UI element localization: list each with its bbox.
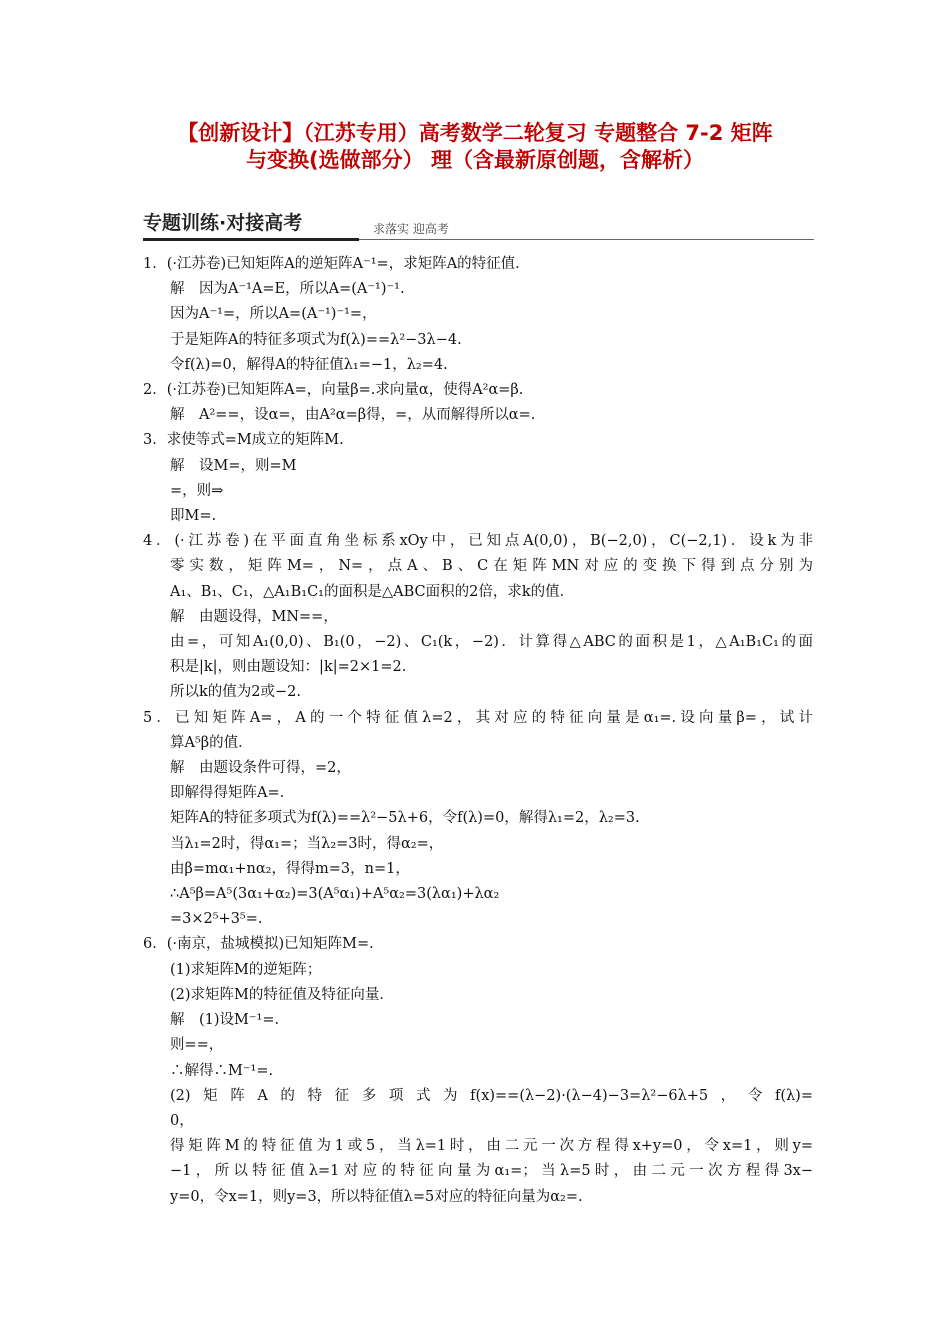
text-line: 得矩阵M的特征值为1或5，当λ=1时，由二元一次方程得x+y=0，令x=1，则y= bbox=[170, 1138, 813, 1155]
text-line: 矩阵A的特征多项式为f(λ)==λ²−5λ+6，令f(λ)=0，解得λ₁=2，λ₂=3. bbox=[170, 810, 640, 827]
text-line: 所以k的值为2或−2. bbox=[170, 684, 301, 701]
text-line: 解 (1)设M⁻¹=. bbox=[170, 1012, 280, 1029]
text-line: 解 因为A⁻¹A=E，所以A=(A⁻¹)⁻¹. bbox=[170, 281, 405, 298]
text-line: 4．(·江苏卷)在平面直角坐标系xOy中，已知点A(0,0)，B(−2,0)，C(−2,1)．设k为非 bbox=[143, 533, 813, 550]
banner-subheading: 求落实 迎高考 bbox=[373, 222, 449, 236]
text-line: 解 由题设条件可得，=2， bbox=[170, 760, 351, 777]
text-line: 即解得得矩阵A=. bbox=[170, 785, 285, 802]
banner-underline-thin bbox=[359, 239, 814, 240]
text-line: 解 设M=，则=M bbox=[170, 457, 297, 474]
text-line: 3．求使等式=M成立的矩阵M. bbox=[143, 432, 344, 449]
text-line: =，则⇒ bbox=[170, 482, 224, 499]
text-line: (2)求矩阵M的特征值及特征向量． bbox=[170, 986, 394, 1003]
document-title bbox=[110, 120, 840, 174]
text-line: y=0，令x=1，则y=3，所以特征值λ=5对应的特征向量为α₂=. bbox=[170, 1188, 583, 1205]
text-line: 6．(·南京，盐城模拟)已知矩阵M=. bbox=[143, 936, 374, 953]
text-line: 于是矩阵A的特征多项式为f(λ)==λ²−3λ−4. bbox=[170, 331, 462, 348]
text-line: 由β=mα₁+nα₂，得得m=3，n=1， bbox=[170, 860, 410, 877]
title-line-1: 【创新设计】（江苏专用）高考数学二轮复习 专题整合 7-2 矩阵 bbox=[177, 121, 773, 145]
text-line: 解 A²==，设α=，由A²α=β得，=，从而解得所以α=. bbox=[170, 407, 536, 424]
text-line: 积是|k|，则由题设知：|k|=2×1=2. bbox=[170, 659, 407, 676]
text-line: 零实数，矩阵M=，N=，点A、B、C在矩阵MN对应的变换下得到点分别为 bbox=[170, 558, 813, 575]
text-line: 则==， bbox=[170, 1037, 224, 1054]
text-line: 2．(·江苏卷)已知矩阵A=，向量β=.求向量α，使得A²α=β. bbox=[143, 382, 524, 399]
text-line: 即M=. bbox=[170, 508, 217, 525]
banner-heading: 专题训练·对接高考 bbox=[143, 212, 303, 234]
banner-underline-thick bbox=[143, 238, 359, 241]
text-line: 当λ₁=2时，得α₁=；当λ₂=3时，得α₂=， bbox=[170, 835, 444, 852]
title-line-2: 与变换(选做部分） 理（含最新原创题，含解析） bbox=[246, 148, 704, 172]
text-line: 由=，可知A₁(0,0)、B₁(0，−2)、C₁(k，−2)．计算得△ABC的面积是1，△A₁B₁C₁的面 bbox=[170, 634, 813, 651]
exercise-content bbox=[143, 252, 813, 1210]
text-line: 5．已知矩阵A=，A的一个特征值λ=2，其对应的特征向量是α₁=.设向量β=，试计 bbox=[143, 709, 813, 726]
text-line: =3×2⁵+3⁵=. bbox=[170, 911, 263, 928]
text-line: 令f(λ)=0，解得A的特征值λ₁=−1，λ₂=4. bbox=[170, 356, 448, 373]
text-line: (2)矩阵A的特征多项式为f(x)==(λ−2)·(λ−4)−3=λ²−6λ+5，令f(λ)= bbox=[170, 1087, 813, 1104]
text-line: 因为A⁻¹=，所以A=(A⁻¹)⁻¹=， bbox=[170, 306, 377, 323]
text-line: (1)求矩阵M的逆矩阵； bbox=[170, 961, 322, 978]
text-line: −1，所以特征值λ=1对应的特征向量为α₁=；当λ=5时，由二元一次方程得3x− bbox=[170, 1163, 813, 1180]
text-line: ∴解得∴M⁻¹=. bbox=[170, 1062, 274, 1079]
section-banner bbox=[143, 208, 814, 240]
text-line: 解 由题设得，MN==， bbox=[170, 608, 338, 625]
text-line: 0， bbox=[170, 1112, 194, 1129]
text-line: A₁、B₁、C₁，△A₁B₁C₁的面积是△ABC面积的2倍，求k的值． bbox=[170, 583, 575, 600]
text-line: ∴A⁵β=A⁵(3α₁+α₂)=3(A⁵α₁)+A⁵α₂=3(λα₁)+λα₂ bbox=[170, 886, 500, 903]
text-line: 1．(·江苏卷)已知矩阵A的逆矩阵A⁻¹=，求矩阵A的特征值． bbox=[143, 256, 530, 272]
text-line: 算A⁵β的值． bbox=[170, 734, 253, 751]
